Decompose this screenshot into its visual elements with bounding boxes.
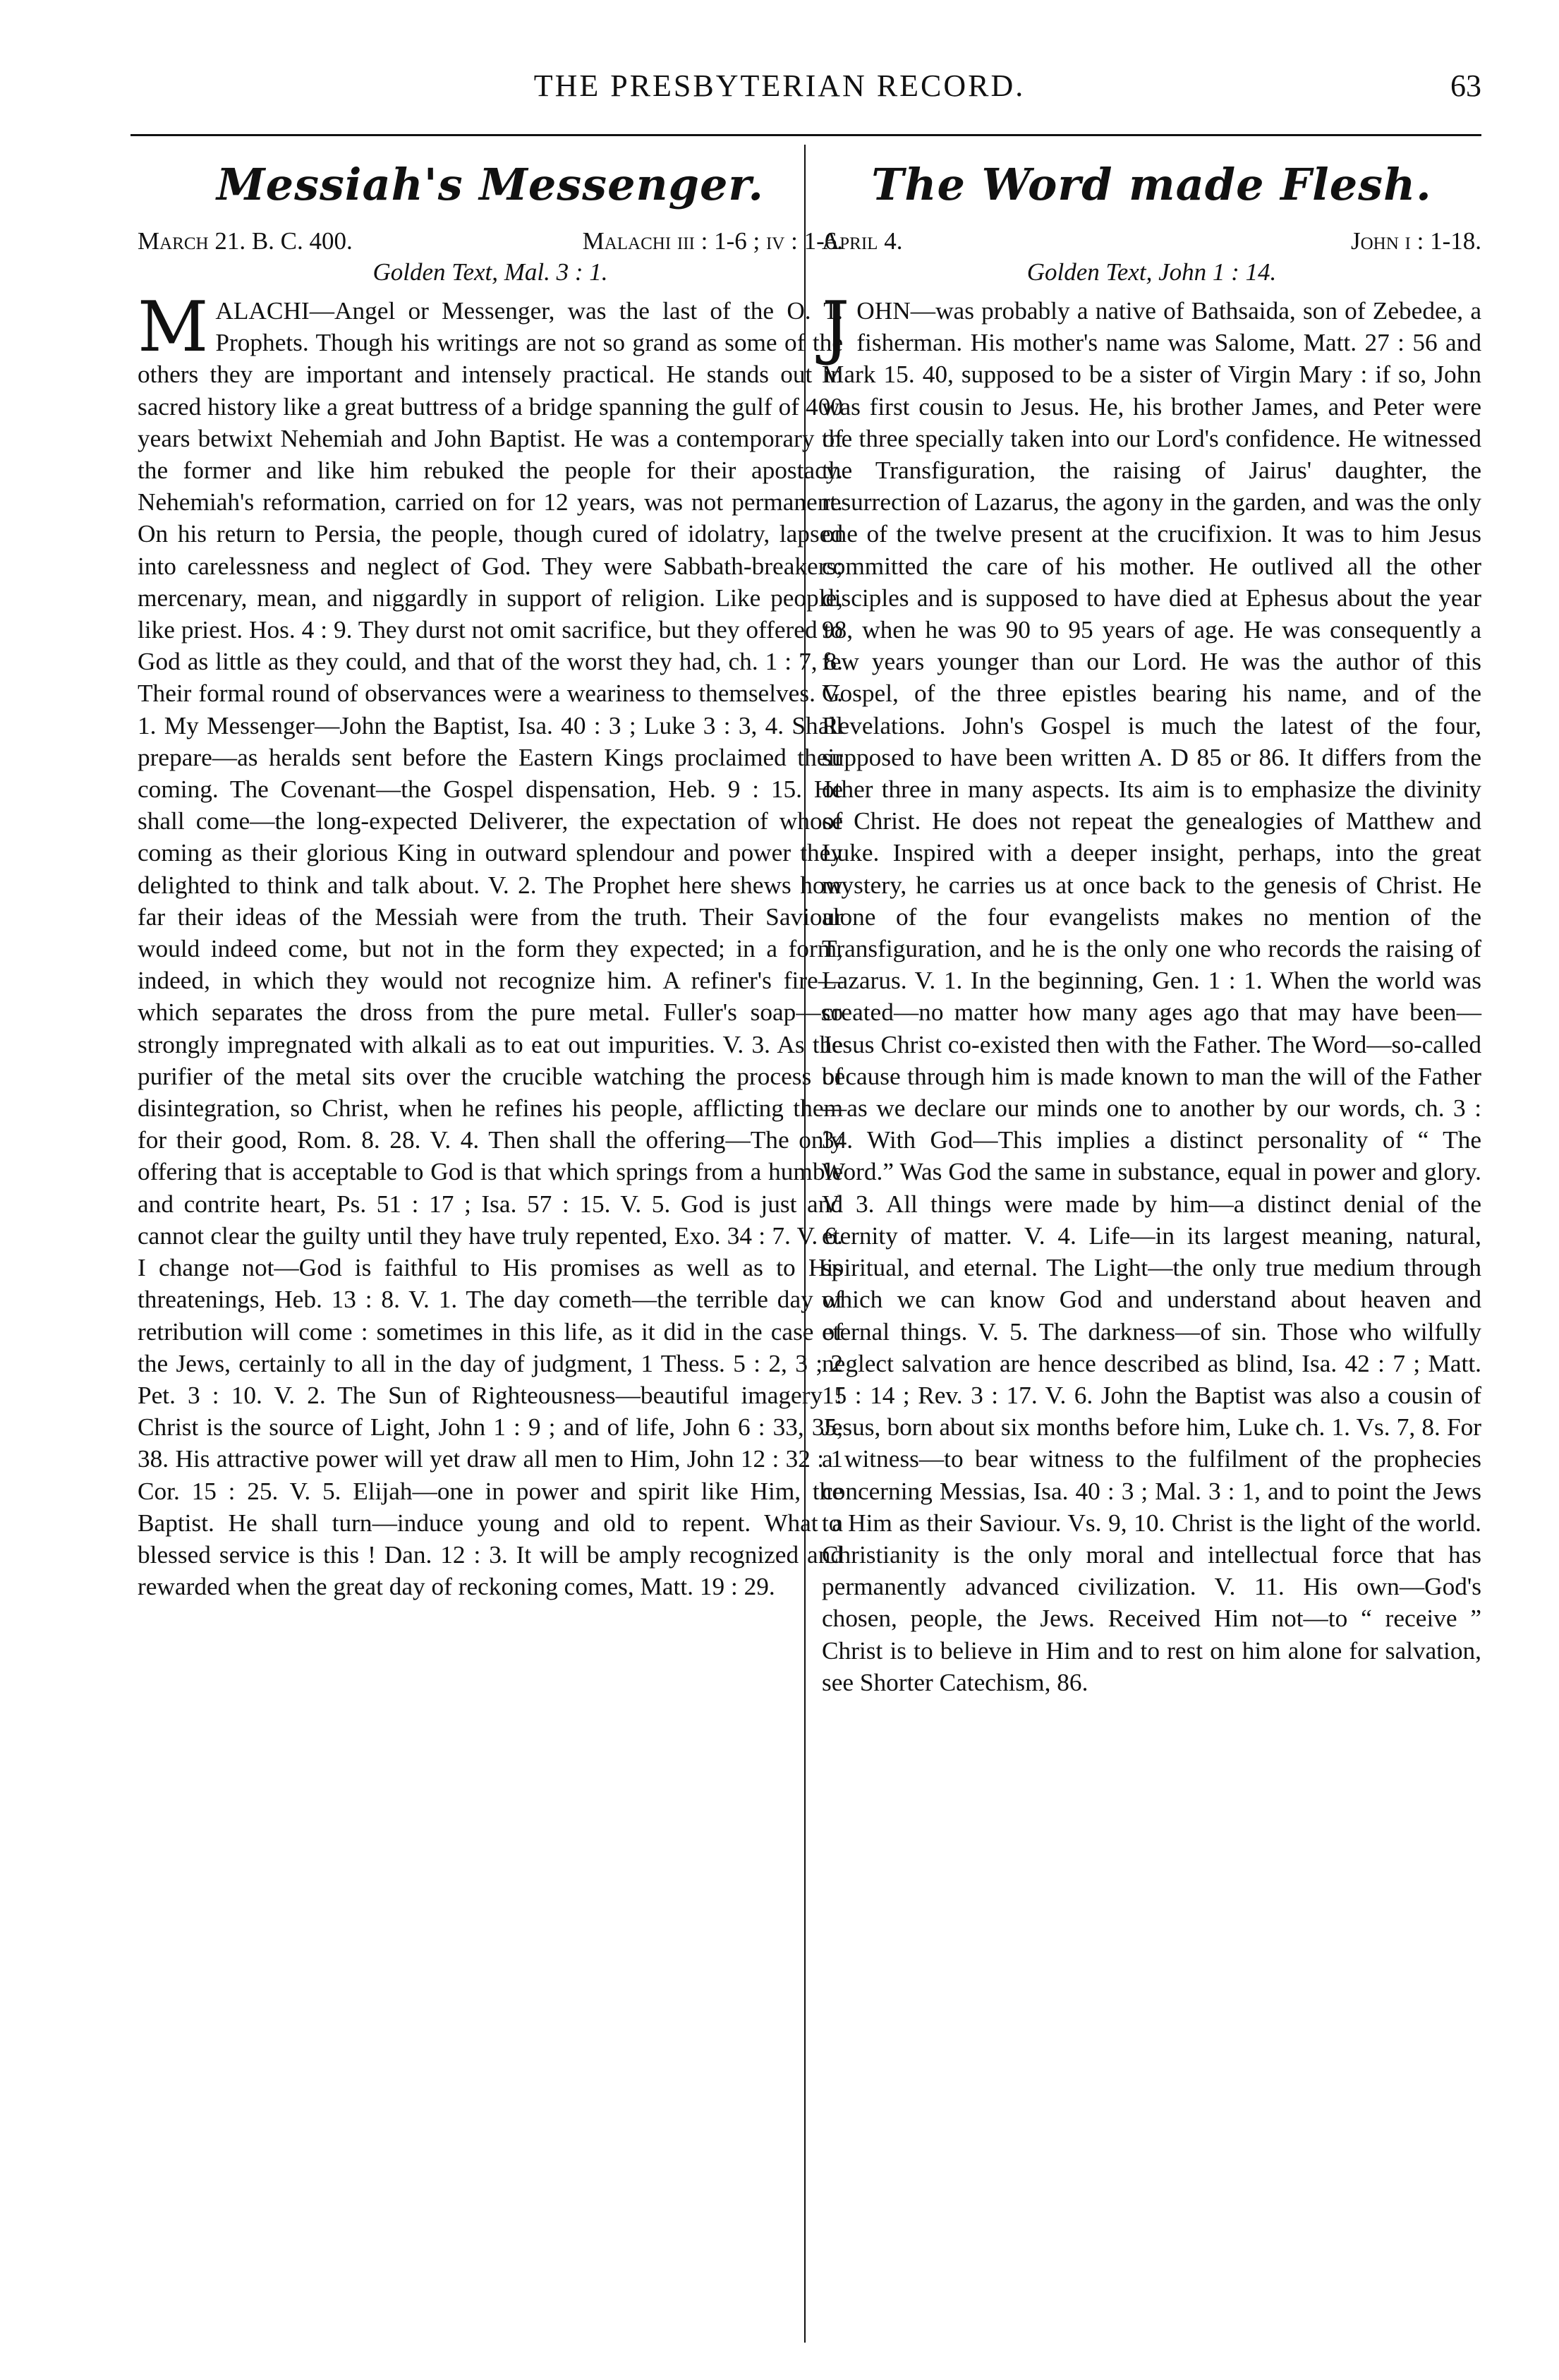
lesson-body (822, 287, 1481, 1698)
lesson-reference: Malachi iii : 1-6 ; iv : 1-6. (582, 227, 843, 255)
lesson-paragraph: ALACHI—Angel or Messenger, was the last of the O. T. Prophets. Though his writings are not so grand as some of the others they are important and intensely practical. He stands out in sacred history like a great buttress of a bridge spanning the gulf of 400 years betwixt Nehemiah and John Baptist. He was a contemporary of the former and like him rebuked the people for their apostacy. Nehemiah's reformation, carried on for 12 years, was not permanent. On his return to Persia, the people, though cured of idolatry, lapsed into carelessness and neglect of God. They were Sabbath-breakers; mercenary, mean, and niggardly in support of religion. Like people, like priest. Hos. 4 : 9. They durst not omit sacrifice, but they offered to God as little as they could, and that of the worst they had, ch. 1 : 7, 8. Their formal round of observances were a weariness to themselves. V. 1. My Messenger—John the Baptist, Isa. 40 : 3 ; Luke 3 : 3, 4. Shall prepare—as heralds sent before the Eastern Kings proclaimed their coming. The Covenant—the Gospel dispensation, Heb. 9 : 15. He shall come—the long-expected Deliverer, the expectation of whose coming as their glorious King in outward splendour and power they delighted to think and talk about. V. 2. The Prophet here shews how far their ideas of the Messiah were from the truth. Their Saviour would indeed come, but not in the form they expected; in a form, indeed, in which they would not recognize him. A refiner's fire—which separates the dross from the pure metal. Fuller's soap—so strongly impregnated with alkali as to eat out impurities. V. 3. As the purifier of the metal sits over the crucible watching the process of disintegration, so Christ, when he refines his people, afflicting them for their good, Rom. 8. 28. V. 4. Then shall the offering—The only offering that is acceptable to God is that which springs from a humble and contrite heart, Ps. 51 : 17 ; Isa. 57 : 15. V. 5. God is just and cannot clear the guilty until they have truly repented, Exo. 34 : 7. V. 6. I change not—God is faithful to His promises as well as to His threatenings, Heb. 13 : 8. V. 1. The day cometh—the terrible day of retribution will come : sometimes in this life, as it did in the case of the Jews, certainly to all in the day of judgment, 1 Thess. 5 : 2, 3 ; 2 Pet. 3 : 10. V. 2. The Sun of Righteousness—beautiful imagery ! Christ is the source of Light, John 1 : 9 ; and of life, John 6 : 33, 35, 38. His attractive power will yet draw all men to Him, John 12 : 32 : 1 Cor. 15 : 25. V. 5. Elijah—one in power and spirit like Him, the Baptist. He shall turn—induce young and old to repent. What a blessed service is this ! Dan. 12 : 3. It will be amply recognized and rewarded when the great day of reckoning comes, Matt. 19 : 29. (138, 297, 843, 1601)
lesson-meta (822, 226, 1481, 257)
right-column (822, 159, 1481, 1698)
golden-text: Golden Text, Mal. 3 : 1. (372, 258, 608, 286)
page-header (78, 68, 1481, 110)
lesson-date: March 21. B. C. 400. (138, 227, 353, 255)
left-column (138, 159, 843, 1602)
lesson-meta (138, 226, 843, 257)
drop-cap: J (822, 287, 850, 368)
lesson-paragraph: OHN—was probably a native of Bathsaida, son of Zebedee, a fisherman. His mother's name was Salome, Matt. 27 : 56 and Mark 15. 40, supposed to be a sister of Virgin Mary : if so, John was first cousin to Jesus. He, his brother James, and Peter were the three specially taken into our Lord's confidence. He witnessed the Transfiguration, the raising of Jairus' daughter, the resurrection of Lazarus, the agony in the garden, and was the only one of the twelve present at the crucifixion. It was to him Jesus committed the care of his mother. He outlived all the other disciples and is supposed to have died at Ephesus about the year 98, when he was 90 to 95 years of age. He was consequently a few years younger than our Lord. He was the author of this Gospel, of the three epistles bearing his name, and of the Revelations. John's Gospel is much the latest of the four, supposed to have been written A. D 85 or 86. It differs from the other three in many aspects. Its aim is to emphasize the divinity of Christ. He does not repeat the genealogies of Matthew and Luke. Inspired with a deeper insight, perhaps, into the great mystery, he carries us at once back to the genesis of Christ. He alone of the four evangelists makes no mention of the Transfiguration, and he is the only one who records the raising of Lazarus. V. 1. In the beginning, Gen. 1 : 1. When the world was created—no matter how many ages ago that may have been—Jesus Christ co-existed then with the Father. The Word—so-called because through him is made known to man the will of the Father—as we declare our minds one to another by our words, ch. 3 : 34. With God—This implies a distinct personality of “ The Word.” Was God the same in substance, equal in power and glory. V. 3. All things were made by him—a distinct denial of the eternity of matter. V. 4. Life—in its largest meaning, natural, spiritual, and eternal. The Light—the only true medium through which we can know God and understand about heaven and eternal things. V. 5. The darkness—of sin. Those who wilfully neglect salvation are hence described as blind, Isa. 42 : 7 ; Matt. 15 : 14 ; Rev. 3 : 17. V. 6. John the Baptist was also a cousin of Jesus, born about six months before him, Luke ch. 1. Vs. 7, 8. For a witness—to bear witness to the fulfilment of the prophecies concerning Messias, Isa. 40 : 3 ; Mal. 3 : 1, and to point the Jews to Him as their Saviour. Vs. 9, 10. Christ is the light of the world. Christianity is the only moral and intellectual force that has permanently advanced civilization. V. 11. His own—God's chosen, people, the Jews. Received Him not—to “ receive ” Christ is to believe in Him and to rest on him alone for salvation, see Shorter Catechism, 86. (822, 297, 1481, 1696)
page-number: 63 (1450, 68, 1481, 103)
lesson-title: The Word made Flesh. (871, 159, 1432, 210)
lesson-reference: John i : 1-18. (1351, 227, 1481, 255)
golden-text: Golden Text, John 1 : 14. (1026, 258, 1277, 286)
lesson-date: April 4. (822, 227, 903, 255)
lesson-body (138, 287, 843, 1602)
drop-cap: M (138, 287, 209, 368)
running-head: THE PRESBYTERIAN RECORD. (533, 68, 1026, 103)
header-rule (131, 134, 1481, 136)
lesson-title: Messiah's Messenger. (217, 159, 764, 210)
